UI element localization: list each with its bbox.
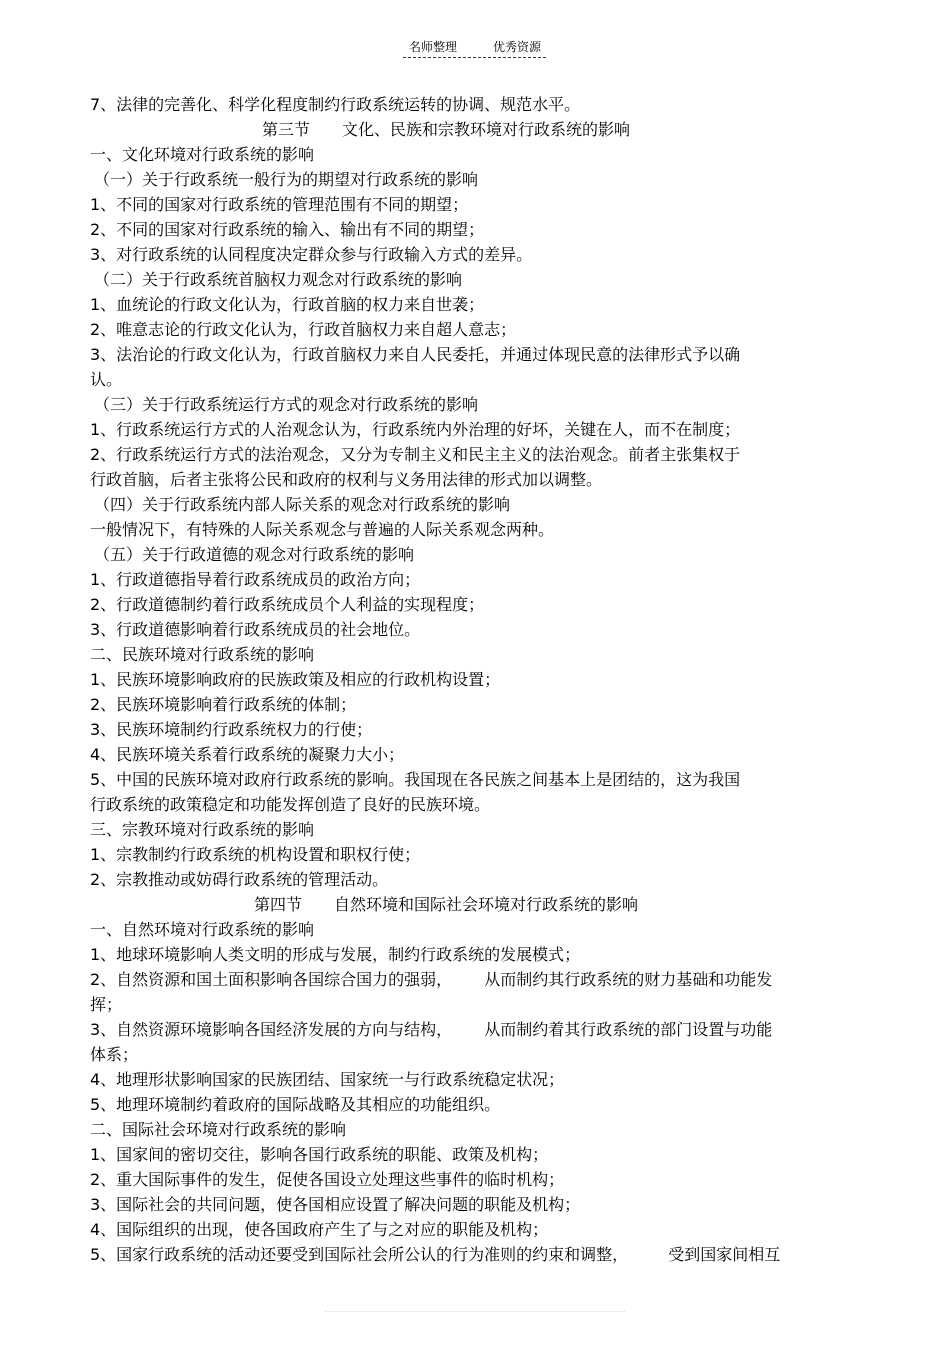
section-number: 第四节 bbox=[254, 895, 303, 914]
subsection-heading: 一、文化环境对行政系统的影响 bbox=[90, 145, 315, 164]
list-item-continuation: 行政系统的政策稳定和功能发挥创造了良好的民族环境。 bbox=[90, 795, 491, 814]
subsection-heading: 二、国际社会环境对行政系统的影响 bbox=[90, 1120, 347, 1139]
list-item bbox=[90, 1242, 860, 1267]
list-item-part: 5、国家行政系统的活动还要受到国际社会所公认的行为准则的约束和调整， bbox=[90, 1245, 629, 1264]
list-item: 4、国际组织的出现，使各国政府产生了与之对应的职能及机构； bbox=[90, 1220, 549, 1239]
list-item-continuation: 认。 bbox=[90, 370, 123, 389]
list-item: 2、民族环境影响着行政系统的体制； bbox=[90, 695, 357, 714]
list-item: 1、地球环境影响人类文明的形成与发展，制约行政系统的发展模式； bbox=[90, 945, 581, 964]
list-item: 2、宗教推动或妨碍行政系统的管理活动。 bbox=[90, 870, 389, 889]
list-item: 1、行政道德指导着行政系统成员的政治方向； bbox=[90, 570, 421, 589]
paragraph-line: 7、法律的完善化、科学化程度制约行政系统运转的协调、规范水平。 bbox=[90, 95, 581, 114]
topic-heading: （五）关于行政道德的观念对行政系统的影响 bbox=[94, 545, 415, 564]
list-item: 1、国家间的密切交往，影响各国行政系统的职能、政策及机构； bbox=[90, 1145, 549, 1164]
list-item: 1、行政系统运行方式的人治观念认为，行政系统内外治理的好坏，关键在人，而不在制度； bbox=[90, 420, 741, 439]
list-item: 2、重大国际事件的发生，促使各国设立处理这些事件的临时机构； bbox=[90, 1170, 565, 1189]
list-item bbox=[90, 967, 860, 992]
header-left-text: 名师整理 bbox=[408, 40, 457, 54]
list-item: 4、民族环境关系着行政系统的凝聚力大小； bbox=[90, 745, 405, 764]
list-item: 1、不同的国家对行政系统的管理范围有不同的期望； bbox=[90, 195, 469, 214]
footer-divider bbox=[325, 1311, 625, 1312]
subsection-heading: 二、民族环境对行政系统的影响 bbox=[90, 645, 315, 664]
list-item-continuation: 挥； bbox=[90, 995, 123, 1014]
section-title: 文化、民族和宗教环境对行政系统的影响 bbox=[342, 120, 631, 139]
list-item: 2、不同的国家对行政系统的输入、输出有不同的期望； bbox=[90, 220, 485, 239]
list-item: 3、行政道德影响着行政系统成员的社会地位。 bbox=[90, 620, 421, 639]
header-divider bbox=[403, 57, 546, 58]
list-item: 2、行政系统运行方式的法治观念，又分为专制主义和民主主义的法治观念。前者主张集权于 bbox=[90, 445, 741, 464]
document-body bbox=[90, 92, 860, 1267]
topic-heading: （四）关于行政系统内部人际关系的观念对行政系统的影响 bbox=[94, 495, 511, 514]
list-item: 5、地理环境制约着政府的国际战略及其相应的功能组织。 bbox=[90, 1095, 501, 1114]
list-item-part: 从而制约着其行政系统的部门设置与功能 bbox=[484, 1020, 773, 1039]
section-heading bbox=[90, 892, 860, 917]
header-right-text: 优秀资源 bbox=[493, 40, 542, 54]
topic-heading: （二）关于行政系统首脑权力观念对行政系统的影响 bbox=[94, 270, 463, 289]
list-item: 3、对行政系统的认同程度决定群众参与行政输入方式的差异。 bbox=[90, 245, 533, 264]
list-item: 2、行政道德制约着行政系统成员个人利益的实现程度； bbox=[90, 595, 485, 614]
list-item: 2、唯意志论的行政文化认为，行政首脑权力来自超人意志； bbox=[90, 320, 517, 339]
section-heading bbox=[90, 117, 860, 142]
list-item-part: 从而制约其行政系统的财力基础和功能发 bbox=[484, 970, 773, 989]
subsection-heading: 一、自然环境对行政系统的影响 bbox=[90, 920, 315, 939]
list-item-part: 3、自然资源环境影响各国经济发展的方向与结构， bbox=[90, 1020, 453, 1039]
list-item: 1、血统论的行政文化认为，行政首脑的权力来自世袭； bbox=[90, 295, 485, 314]
list-item-continuation: 行政首脑，后者主张将公民和政府的权利与义务用法律的形式加以调整。 bbox=[90, 470, 603, 489]
list-item: 3、国际社会的共同问题，使各国相应设置了解决问题的职能及机构； bbox=[90, 1195, 581, 1214]
list-item: 4、地理形状影响国家的民族团结、国家统一与行政系统稳定状况； bbox=[90, 1070, 565, 1089]
page-header bbox=[0, 38, 950, 55]
list-item-part: 2、自然资源和国土面积影响各国综合国力的强弱， bbox=[90, 970, 453, 989]
topic-heading: （三）关于行政系统运行方式的观念对行政系统的影响 bbox=[94, 395, 479, 414]
paragraph-line: 一般情况下，有特殊的人际关系观念与普遍的人际关系观念两种。 bbox=[90, 520, 555, 539]
subsection-heading: 三、宗教环境对行政系统的影响 bbox=[90, 820, 315, 839]
topic-heading: （一）关于行政系统一般行为的期望对行政系统的影响 bbox=[94, 170, 479, 189]
list-item: 1、民族环境影响政府的民族政策及相应的行政机构设置； bbox=[90, 670, 501, 689]
list-item bbox=[90, 1017, 860, 1042]
list-item: 5、中国的民族环境对政府行政系统的影响。我国现在各民族之间基本上是团结的，这为我国 bbox=[90, 770, 741, 789]
list-item: 3、法治论的行政文化认为，行政首脑权力来自人民委托，并通过体现民意的法律形式予以确 bbox=[90, 345, 741, 364]
list-item-continuation: 体系； bbox=[90, 1045, 139, 1064]
list-item: 3、民族环境制约行政系统权力的行使； bbox=[90, 720, 373, 739]
section-title: 自然环境和国际社会环境对行政系统的影响 bbox=[334, 895, 639, 914]
list-item-part: 受到国家间相互 bbox=[668, 1245, 781, 1264]
list-item: 1、宗教制约行政系统的机构设置和职权行使； bbox=[90, 845, 421, 864]
section-number: 第三节 bbox=[262, 120, 311, 139]
